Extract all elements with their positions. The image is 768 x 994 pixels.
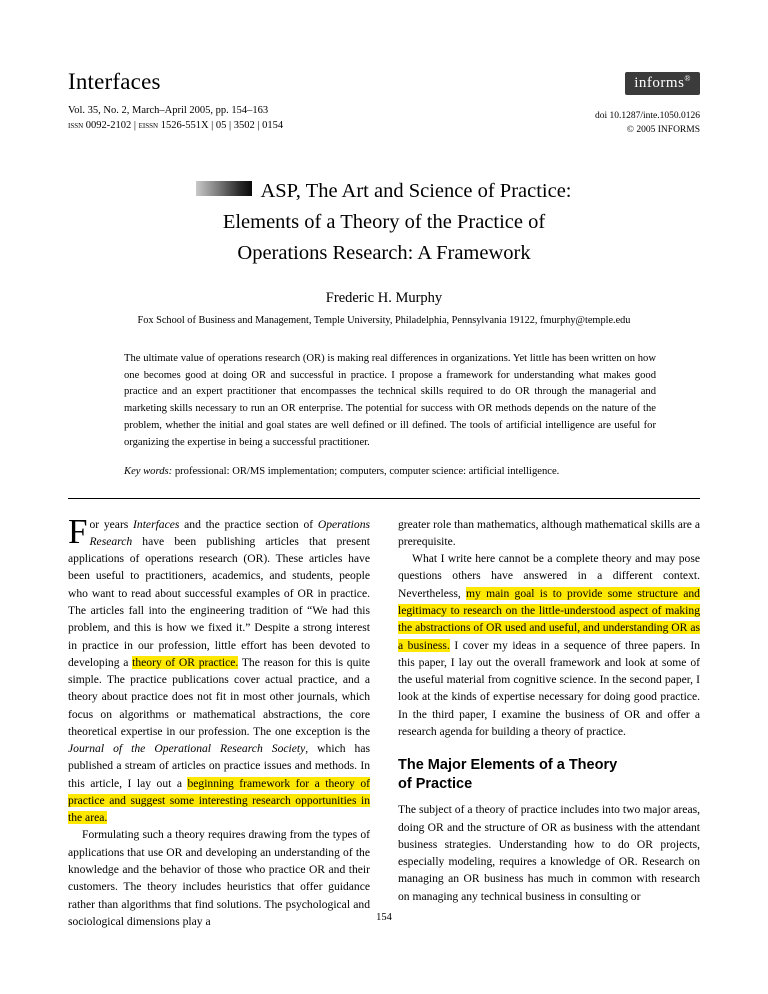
masthead-right — [595, 72, 700, 138]
paper-title-line3: Operations Research: A Framework — [237, 242, 531, 265]
paper-title-line1: ASP, The Art and Science of Practice: — [260, 180, 572, 202]
para1-italic-interfaces: Interfaces — [133, 517, 180, 531]
paper-title-line1-row — [68, 176, 700, 207]
highlight-main-goal: my main goal is to provide some structure and legitimacy to research on the little-understood aspect of making the abstractions of OR used and useful, and understanding OR as a business. — [398, 586, 700, 652]
page-content — [68, 70, 700, 930]
para1-italic-jors: Journal of the Operational Research Society — [68, 742, 306, 756]
highlight-theory-of-or-practice: theory of OR practice. — [132, 655, 239, 669]
highlight-beginning-framework: beginning framework for a theory of practice and suggest some interesting research opportunities in the area. — [68, 776, 370, 825]
body-columns — [68, 511, 700, 930]
section-heading-line2: of Practice — [398, 776, 473, 793]
horizontal-divider — [68, 498, 700, 499]
page-number: 154 — [376, 912, 392, 923]
authors: Frederic H. Murphy — [325, 290, 443, 307]
para1-seg5: , which has published a stream of articles on practice issues and methods. In this article, I lay out a — [68, 742, 370, 790]
para-right2-seg1: What I write here cannot be a complete theory and may pose questions others have answered in a different context. Nevertheless, — [398, 552, 700, 600]
paragraph-subject-of-theory: The subject of a theory of practice includes into two major areas, doing OR and the structure of OR as business with the attendant business strategies. Understanding how to do OR projects, especially modeling, requires a knowledge of OR. Research on managing an OR business has much in common with research on managing any technical business in consulting or — [398, 803, 700, 903]
paragraph-what-i-write — [398, 550, 700, 740]
paper-title-line2: Elements of a Theory of the Practice of — [222, 211, 546, 234]
drop-cap: F — [68, 511, 88, 551]
affiliation: Fox School of Business and Management, Temple University, Philadelphia, Pennsylvania 19122, fmurphy@temple.edu — [137, 315, 631, 327]
paragraph-intro — [68, 511, 370, 827]
masthead — [68, 70, 700, 142]
informs-logo — [625, 72, 700, 95]
left-column — [68, 511, 370, 930]
abstract: The ultimate value of operations research (OR) is making real differences in organizations. Yet little has been written on how one becomes good at doing OR and successful in practice. I propose a framework for understanding what makes good practice and an expert practitioner that encompasses the technical skills required to do OR through the managerial and marketing skills necessary to run an OR enterprise. The potential for success with OR methods depends on the nature of the problem, whether the initial and goal states are well defined or ill defined. The tools of artificial intelligence are useful for organizing the expertise in being a successful practitioner. — [124, 352, 656, 448]
paragraph-greater-role: greater role than mathematics, although mathematical skills are a prerequisite. — [398, 517, 700, 548]
para1-seg4: The reason for this is quite simple. The practice publications cover actual practice, and a theory about practice does not fit in most other journals, which focus on algorithms or mathematical abstractions, the core theoretical expertise in our profession. The one exception is the — [68, 655, 370, 738]
keywords-label: Key words: — [124, 466, 173, 478]
issn-line: issn 0092-2102 | eissn 1526-551X | 05 | 3502 | 0154 — [68, 120, 284, 132]
para1-seg1: or years — [89, 517, 134, 531]
copyright-line: © 2005 INFORMS — [626, 125, 700, 136]
doi-line: doi 10.1287/inte.1050.0126 — [594, 111, 700, 121]
para-right2-seg2: I cover my ideas in a sequence of three papers. In this paper, I lay out the overall framework and look at some of the useful material from cognitive science. In the second paper, I look at the kinds of expertise necessary for doing good practice. In the third paper, I examine the business of OR and offer a research agenda for building a theory of practice. — [398, 638, 700, 738]
para1-seg3: have been publishing articles that present applications of operations research (OR). These articles have been useful to practitioners, academics, and students, people who want to read about successful examples of OR in practice. The articles fall into the engineering tradition of “We had this problem, and this is how we fixed it.” Despite a strong interest in practice in our profession, little effort has been devoted to developing a — [68, 534, 370, 669]
title-block — [68, 176, 700, 329]
right-column — [398, 516, 700, 930]
page-title — [68, 176, 700, 269]
paragraph-formulating: Formulating such a theory requires drawing from the types of applications that use OR and developing an understanding of the knowledge and the behavior of those who practice OR and their customers. The theory includes heuristics that offer guidance rather than algorithms that find solutions. The psychological and sociological dimensions play a — [68, 828, 370, 928]
gradient-swatch-icon — [196, 181, 252, 196]
keywords — [68, 464, 700, 480]
journal-title: Interfaces — [68, 69, 161, 94]
registered-trademark-icon: ® — [684, 74, 691, 83]
issue-line: Vol. 35, No. 2, March–April 2005, pp. 154–163 — [68, 105, 269, 116]
keywords-text: professional: OR/MS implementation; computers, computer science: artificial intelligence. — [172, 466, 560, 478]
section-heading — [398, 756, 700, 794]
section-heading-line1: The Major Elements of a Theory — [398, 757, 618, 774]
para1-seg2: and the practice section of — [179, 517, 318, 531]
informs-logo-text: informs — [634, 75, 685, 91]
para1-italic-operations-research: Operations Research — [89, 517, 370, 548]
